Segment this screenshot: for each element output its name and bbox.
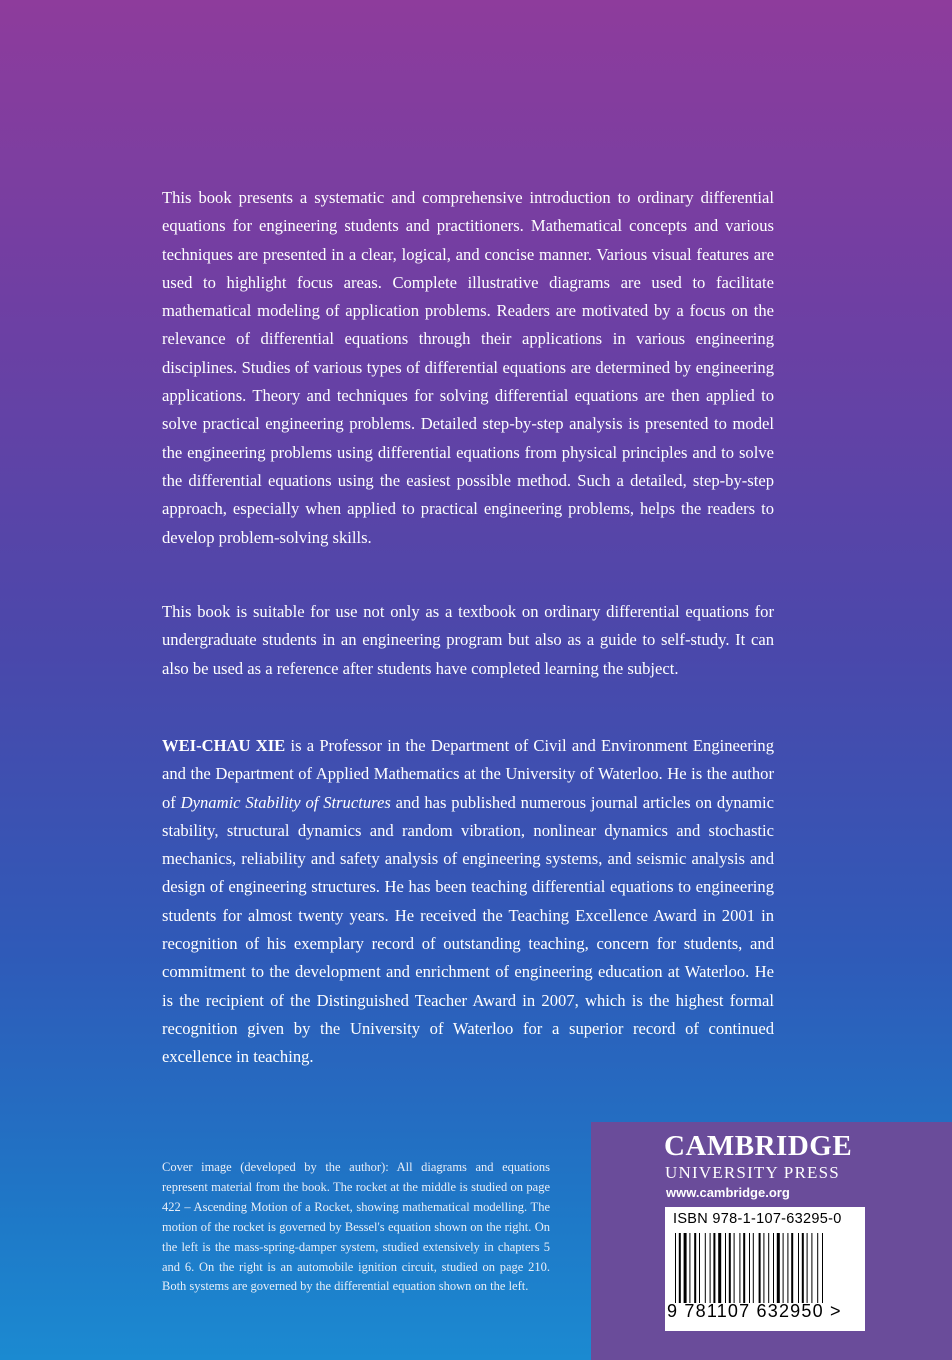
publisher-logo-name: CAMBRIDGE — [664, 1130, 853, 1162]
barcode-bar — [802, 1233, 804, 1303]
barcode-bar — [710, 1233, 711, 1303]
barcode-bar — [811, 1233, 812, 1303]
barcode-bar — [759, 1233, 761, 1303]
barcode-bar — [783, 1233, 784, 1303]
barcode-bar — [675, 1233, 676, 1303]
barcode-bar — [798, 1233, 799, 1303]
barcode-bar — [749, 1233, 750, 1303]
barcode-bar — [705, 1233, 706, 1303]
barcode-bar — [753, 1233, 754, 1303]
description-paragraph-1 — [162, 184, 774, 552]
barcode-icon — [673, 1233, 859, 1303]
description-text-2: This book is suitable for use not only as a textbook on ordinary differential equations for undergraduate students in an engineering program but also as a guide to self-study. It can also be used as a reference after students have completed learning the subject. — [162, 602, 774, 678]
barcode-bar — [791, 1233, 793, 1303]
book-title-citation: Dynamic Stability of Structures — [180, 792, 391, 812]
barcode-bar — [718, 1233, 721, 1303]
description-text-1: This book presents a systematic and comprehensive introduction to ordinary differential equations for engineering students and practitioners. Mathematical concepts and various techniques are presented in a clear, logical, and concise manner. Various visual features are used to highlight focus areas. Complete illustrative diagrams are used to facilitate mathematical modeling of application problems. Readers are motivated by a focus on the relevance of differential equations through their applications in various engineering disciplines. Studies of various types of differential equations are determined by engineering applications. Theory and techniques for solving differential equations are then applied to solve practical engineering problems. Detailed step-by-step analysis is presented to model the engineering problems using differential equations from physical principles and to solve the differential equations using the easiest possible method. Such a detailed, step-by-step approach, especially when applied to practical engineering problems, helps the readers to develop problem-solving skills. — [162, 188, 774, 547]
author-bio — [162, 732, 774, 1072]
cover-image-note: Cover image (developed by the author): All diagrams and equations represent material from the book. The rocket at the middle is studied on page 422 – Ascending Motion of a Rocket, showing mathematical modelling. The motion of the rocket is governed by Bessel's equation shown on the right. On the left is the mass-spring-damper system, studied extensively in chapters 5 and 6. On the right is an automobile ignition circuit, studied on page 210. Both systems are governed by the differential equation shown on the left. — [162, 1160, 550, 1294]
barcode-bar — [768, 1233, 769, 1303]
isbn-label: ISBN 978-1-107-63295-0 — [673, 1211, 842, 1227]
barcode-bar — [807, 1233, 808, 1303]
barcode-bar — [725, 1233, 726, 1303]
barcode-bar — [773, 1233, 774, 1303]
publisher-url: www.cambridge.org — [666, 1185, 790, 1200]
barcode-bar — [787, 1233, 788, 1303]
barcode-bar — [763, 1233, 764, 1303]
description-paragraph-2 — [162, 598, 774, 683]
author-name: WEI-CHAU XIE — [162, 736, 286, 755]
barcode-bar — [822, 1233, 823, 1303]
author-bio-text — [162, 732, 774, 1072]
barcode-bar — [743, 1233, 745, 1303]
barcode-bar — [694, 1233, 696, 1303]
bio-text-part-1: is a Professor in the Department of Civil and Environment Engineering and the Department of Applied Mathematics at the University of Waterloo. He is the author of — [162, 736, 774, 812]
barcode-bar — [713, 1233, 715, 1303]
barcode-bar — [679, 1233, 681, 1303]
barcode-bar — [729, 1233, 731, 1303]
bio-text-part-2: and has published numerous journal articles on dynamic stability, structural dynamics and random vibration, nonlinear dynamics and stochastic mechanics, reliability and safety analysis of engineering systems, and seismic analysis and design of engineering structures. He has been teaching differential equations to engineering students for almost twenty years. He received the Teaching Excellence Award in 2001 in recognition of his exemplary record of outstanding teaching, concern for students, and commitment to the development and enrichment of engineering education at Waterloo. He is the recipient of the Distinguished Teacher Award in 2007, which is the highest formal recognition given by the University of Waterloo for a superior record of continued excellence in teaching. — [162, 792, 774, 1067]
barcode-bar — [699, 1233, 700, 1303]
barcode-bar — [734, 1233, 735, 1303]
barcode-box — [665, 1207, 865, 1331]
barcode-bar — [739, 1233, 740, 1303]
barcode-digits: 9 781107 632950 > — [667, 1301, 842, 1321]
barcode-bar — [689, 1233, 690, 1303]
barcode-bar — [777, 1233, 780, 1303]
barcode-bar — [817, 1233, 818, 1303]
publisher-logo-press: UNIVERSITY PRESS — [665, 1163, 840, 1182]
barcode-bar — [684, 1233, 687, 1303]
